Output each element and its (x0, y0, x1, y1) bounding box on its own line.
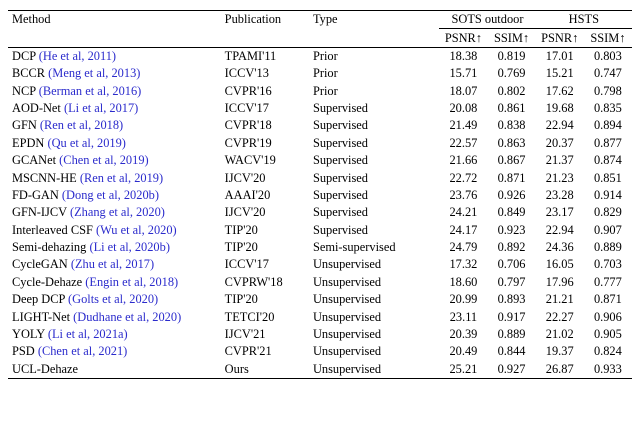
cell-hsts-ssim: 0.824 (593, 344, 622, 359)
table-row (8, 239, 632, 256)
cell-type: Supervised (312, 118, 368, 133)
cell-sots-ssim: 0.861 (497, 101, 526, 116)
cell-type: Unsupervised (312, 274, 382, 289)
cell-hsts-ssim: 0.871 (593, 292, 622, 307)
cell-sots-psnr: 21.66 (449, 153, 478, 168)
cell-type: Unsupervised (312, 309, 382, 324)
column-header-publication: Publication (221, 11, 309, 48)
cell-sots-psnr: 18.07 (449, 83, 478, 98)
table-row (8, 65, 632, 82)
table-row (8, 256, 632, 273)
cell-hsts-psnr: 16.05 (545, 257, 574, 272)
cell-publication: ICCV'13 (224, 66, 269, 81)
cell-method (8, 169, 221, 186)
cell-hsts-psnr: 19.37 (545, 344, 574, 359)
cell-publication: CVPR'21 (224, 344, 272, 359)
cell-hsts-psnr: 20.37 (545, 135, 574, 150)
cell-sots-psnr: 20.49 (449, 344, 478, 359)
cell-method (8, 222, 221, 239)
cell-hsts-ssim: 0.906 (593, 309, 622, 324)
cell-method (8, 65, 221, 82)
cell-type: Unsupervised (312, 292, 382, 307)
method-name: CycleGAN (12, 257, 68, 272)
citation-link[interactable]: (Zhu et al, 2017) (70, 257, 155, 272)
header-group-row (8, 11, 632, 29)
cell-sots-ssim: 0.927 (487, 361, 535, 379)
citation-link[interactable]: (Dong et al, 2020b) (61, 187, 159, 202)
citation-link[interactable]: (Meng et al, 2013) (48, 66, 141, 81)
cell-sots-ssim: 0.802 (497, 83, 526, 98)
cell-publication: IJCV'20 (224, 170, 266, 185)
cell-sots-ssim: 0.892 (497, 240, 526, 255)
citation-link[interactable]: (Dudhane et al, 2020) (73, 309, 182, 324)
citation-link[interactable]: (Ren et al, 2019) (79, 170, 164, 185)
cell-hsts-psnr: 22.94 (545, 222, 574, 237)
cell-type: Supervised (312, 101, 368, 116)
cell-type: Prior (312, 83, 338, 98)
cell-hsts-psnr: 15.21 (545, 66, 574, 81)
cell-hsts-ssim: 0.914 (593, 187, 622, 202)
citation-link[interactable]: (Golts et al, 2020) (68, 292, 159, 307)
table-row (8, 326, 632, 343)
cell-hsts-ssim: 0.933 (584, 361, 632, 379)
cell-sots-psnr: 24.21 (449, 205, 478, 220)
cell-method (8, 204, 221, 221)
method-name: Cycle-Dehaze (12, 274, 83, 289)
table-row (8, 308, 632, 325)
cell-sots-psnr: 20.99 (449, 292, 478, 307)
method-name: Deep DCP (12, 292, 65, 307)
cell-hsts-ssim: 0.798 (593, 83, 622, 98)
cell-type: Supervised (312, 153, 368, 168)
column-header-hsts-ssim: SSIM↑ (584, 29, 632, 47)
cell-hsts-psnr: 17.01 (536, 47, 584, 65)
cell-method (8, 256, 221, 273)
cell-hsts-ssim: 0.703 (593, 257, 622, 272)
cell-publication: TIP'20 (224, 240, 258, 255)
cell-hsts-ssim: 0.877 (593, 135, 622, 150)
method-name: UCL-Dehaze (12, 361, 79, 376)
cell-hsts-ssim: 0.829 (593, 205, 622, 220)
table-row (8, 83, 632, 100)
method-name: Interleaved CSF (12, 222, 93, 237)
citation-link[interactable]: (Berman et al, 2016) (38, 83, 142, 98)
cell-sots-psnr: 20.39 (449, 326, 478, 341)
cell-type: Unsupervised (312, 257, 382, 272)
cell-publication: IJCV'20 (224, 205, 266, 220)
cell-method (8, 83, 221, 100)
cell-hsts-ssim: 0.905 (593, 326, 622, 341)
citation-link[interactable]: (Engin et al, 2018) (85, 274, 179, 289)
table-row (8, 361, 632, 379)
cell-type: Prior (312, 66, 338, 81)
cell-sots-ssim: 0.849 (497, 205, 526, 220)
results-table (8, 10, 632, 379)
cell-sots-ssim: 0.863 (497, 135, 526, 150)
method-name: PSD (12, 344, 35, 359)
cell-method (8, 343, 221, 360)
cell-hsts-psnr: 21.23 (545, 170, 574, 185)
citation-link[interactable]: (He et al, 2011) (38, 48, 117, 63)
cell-publication: ICCV'17 (224, 101, 269, 116)
table-row (8, 274, 632, 291)
cell-sots-ssim: 0.819 (487, 47, 535, 65)
method-name: MSCNN-HE (12, 170, 77, 185)
cell-hsts-ssim: 0.835 (593, 101, 622, 116)
citation-link[interactable]: (Zhang et al, 2020) (69, 205, 165, 220)
cell-publication: WACV'19 (224, 153, 276, 168)
citation-link[interactable]: (Chen et al, 2021) (37, 344, 128, 359)
cell-publication: CVPR'18 (224, 118, 272, 133)
cell-hsts-ssim: 0.803 (584, 47, 632, 65)
cell-sots-ssim: 0.893 (497, 292, 526, 307)
table-row (8, 169, 632, 186)
method-name: GFN-IJCV (12, 205, 67, 220)
cell-publication: CVPR'16 (224, 83, 272, 98)
cell-sots-ssim: 0.871 (497, 170, 526, 185)
cell-hsts-ssim: 0.907 (593, 222, 622, 237)
cell-sots-ssim: 0.867 (497, 153, 526, 168)
table-row (8, 117, 632, 134)
cell-sots-psnr: 24.17 (449, 222, 478, 237)
cell-hsts-ssim: 0.851 (593, 170, 622, 185)
cell-method (8, 47, 221, 65)
cell-hsts-psnr: 17.62 (545, 83, 574, 98)
cell-sots-psnr: 22.72 (449, 170, 478, 185)
cell-sots-ssim: 0.926 (497, 187, 526, 202)
cell-publication: TETCI'20 (224, 309, 275, 324)
method-name: NCP (12, 83, 36, 98)
cell-hsts-psnr: 23.17 (545, 205, 574, 220)
method-name: GCANet (12, 153, 57, 168)
cell-type: Supervised (312, 222, 368, 237)
table-row (8, 343, 632, 360)
method-name: YOLY (12, 326, 45, 341)
cell-method (8, 291, 221, 308)
method-name: BCCR (12, 66, 46, 81)
column-header-hsts-psnr: PSNR↑ (536, 29, 584, 47)
cell-hsts-psnr: 21.37 (545, 153, 574, 168)
cell-publication: CVPRW'18 (224, 274, 283, 289)
cell-hsts-ssim: 0.874 (593, 153, 622, 168)
cell-sots-psnr: 23.11 (449, 309, 478, 324)
cell-method (8, 100, 221, 117)
cell-type: Supervised (312, 205, 368, 220)
cell-hsts-psnr: 17.96 (545, 274, 574, 289)
table-row (8, 152, 632, 169)
cell-publication: TIP'20 (224, 292, 258, 307)
citation-link[interactable]: (Li et al, 2017) (63, 101, 139, 116)
cell-method (8, 274, 221, 291)
citation-link[interactable]: (Qu et al, 2019) (47, 135, 126, 150)
cell-type: Supervised (312, 135, 368, 150)
cell-method (8, 135, 221, 152)
cell-type: Supervised (312, 187, 368, 202)
cell-method (8, 326, 221, 343)
cell-method (8, 117, 221, 134)
cell-hsts-psnr: 24.36 (545, 240, 574, 255)
cell-type: Unsupervised (312, 344, 382, 359)
cell-sots-ssim: 0.838 (497, 118, 526, 133)
cell-hsts-ssim: 0.747 (593, 66, 622, 81)
cell-sots-ssim: 0.889 (497, 326, 526, 341)
cell-sots-psnr: 18.38 (439, 47, 487, 65)
column-header-sots-psnr: PSNR↑ (439, 29, 487, 47)
cell-sots-psnr: 22.57 (449, 135, 478, 150)
citation-link[interactable]: (Ren et al, 2018) (39, 118, 124, 133)
cell-publication: IJCV'21 (224, 326, 266, 341)
table-row (8, 135, 632, 152)
cell-method (8, 187, 221, 204)
cell-publication: Ours (221, 361, 309, 379)
cell-sots-psnr: 24.79 (449, 240, 478, 255)
cell-method (8, 361, 221, 379)
table-row (8, 204, 632, 221)
cell-sots-ssim: 0.923 (497, 222, 526, 237)
cell-sots-psnr: 23.76 (449, 187, 478, 202)
citation-link[interactable]: (Chen et al, 2019) (59, 153, 149, 168)
table-row (8, 291, 632, 308)
cell-hsts-psnr: 22.94 (545, 118, 574, 133)
column-header-method: Method (8, 11, 221, 48)
cell-type: Prior (309, 47, 439, 65)
method-name: LIGHT-Net (12, 309, 71, 324)
cell-publication: ICCV'17 (224, 257, 269, 272)
cell-sots-psnr: 21.49 (449, 118, 478, 133)
table-header (8, 11, 632, 48)
table-row (8, 47, 632, 65)
cell-type: Unsupervised (312, 326, 382, 341)
citation-link[interactable]: (Wu et al, 2020) (95, 222, 177, 237)
citation-link[interactable]: (Li et al, 2020b) (89, 240, 170, 255)
cell-sots-ssim: 0.917 (497, 309, 526, 324)
method-name: DCP (12, 48, 36, 63)
cell-method (8, 239, 221, 256)
cell-publication: AAAI'20 (224, 187, 271, 202)
cell-hsts-psnr: 23.28 (545, 187, 574, 202)
cell-publication: TIP'20 (224, 222, 258, 237)
column-header-type: Type (309, 11, 439, 48)
cell-hsts-ssim: 0.894 (593, 118, 622, 133)
cell-sots-psnr: 25.21 (439, 361, 487, 379)
cell-publication: TPAMI'11 (221, 47, 309, 65)
method-name: FD-GAN (12, 187, 59, 202)
cell-hsts-psnr: 19.68 (545, 101, 574, 116)
table-row (8, 100, 632, 117)
cell-type: Unsupervised (309, 361, 439, 379)
cell-method (8, 152, 221, 169)
cell-hsts-ssim: 0.777 (593, 274, 622, 289)
cell-hsts-psnr: 26.87 (536, 361, 584, 379)
cell-sots-psnr: 18.60 (449, 274, 478, 289)
cell-type: Supervised (312, 170, 368, 185)
method-name: GFN (12, 118, 37, 133)
cell-hsts-ssim: 0.889 (593, 240, 622, 255)
cell-type: Semi-supervised (312, 240, 396, 255)
citation-link[interactable]: (Li et al, 2021a) (47, 326, 128, 341)
cell-publication: CVPR'19 (224, 135, 272, 150)
cell-hsts-psnr: 21.02 (545, 326, 574, 341)
column-group-header-sots-outdoor: SOTS outdoor (439, 11, 535, 29)
cell-sots-ssim: 0.706 (497, 257, 526, 272)
method-name: Semi-dehazing (12, 240, 87, 255)
cell-sots-ssim: 0.797 (497, 274, 526, 289)
column-header-sots-ssim: SSIM↑ (487, 29, 535, 47)
method-name: EPDN (12, 135, 45, 150)
column-group-header-hsts: HSTS (536, 11, 632, 29)
cell-sots-ssim: 0.844 (497, 344, 526, 359)
table-row (8, 187, 632, 204)
cell-sots-psnr: 17.32 (449, 257, 478, 272)
cell-sots-psnr: 15.71 (449, 66, 478, 81)
cell-sots-psnr: 20.08 (449, 101, 478, 116)
table-body (8, 47, 632, 378)
cell-method (8, 308, 221, 325)
cell-sots-ssim: 0.769 (497, 66, 526, 81)
cell-hsts-psnr: 22.27 (545, 309, 574, 324)
table-row (8, 222, 632, 239)
method-name: AOD-Net (12, 101, 61, 116)
cell-hsts-psnr: 21.21 (545, 292, 574, 307)
